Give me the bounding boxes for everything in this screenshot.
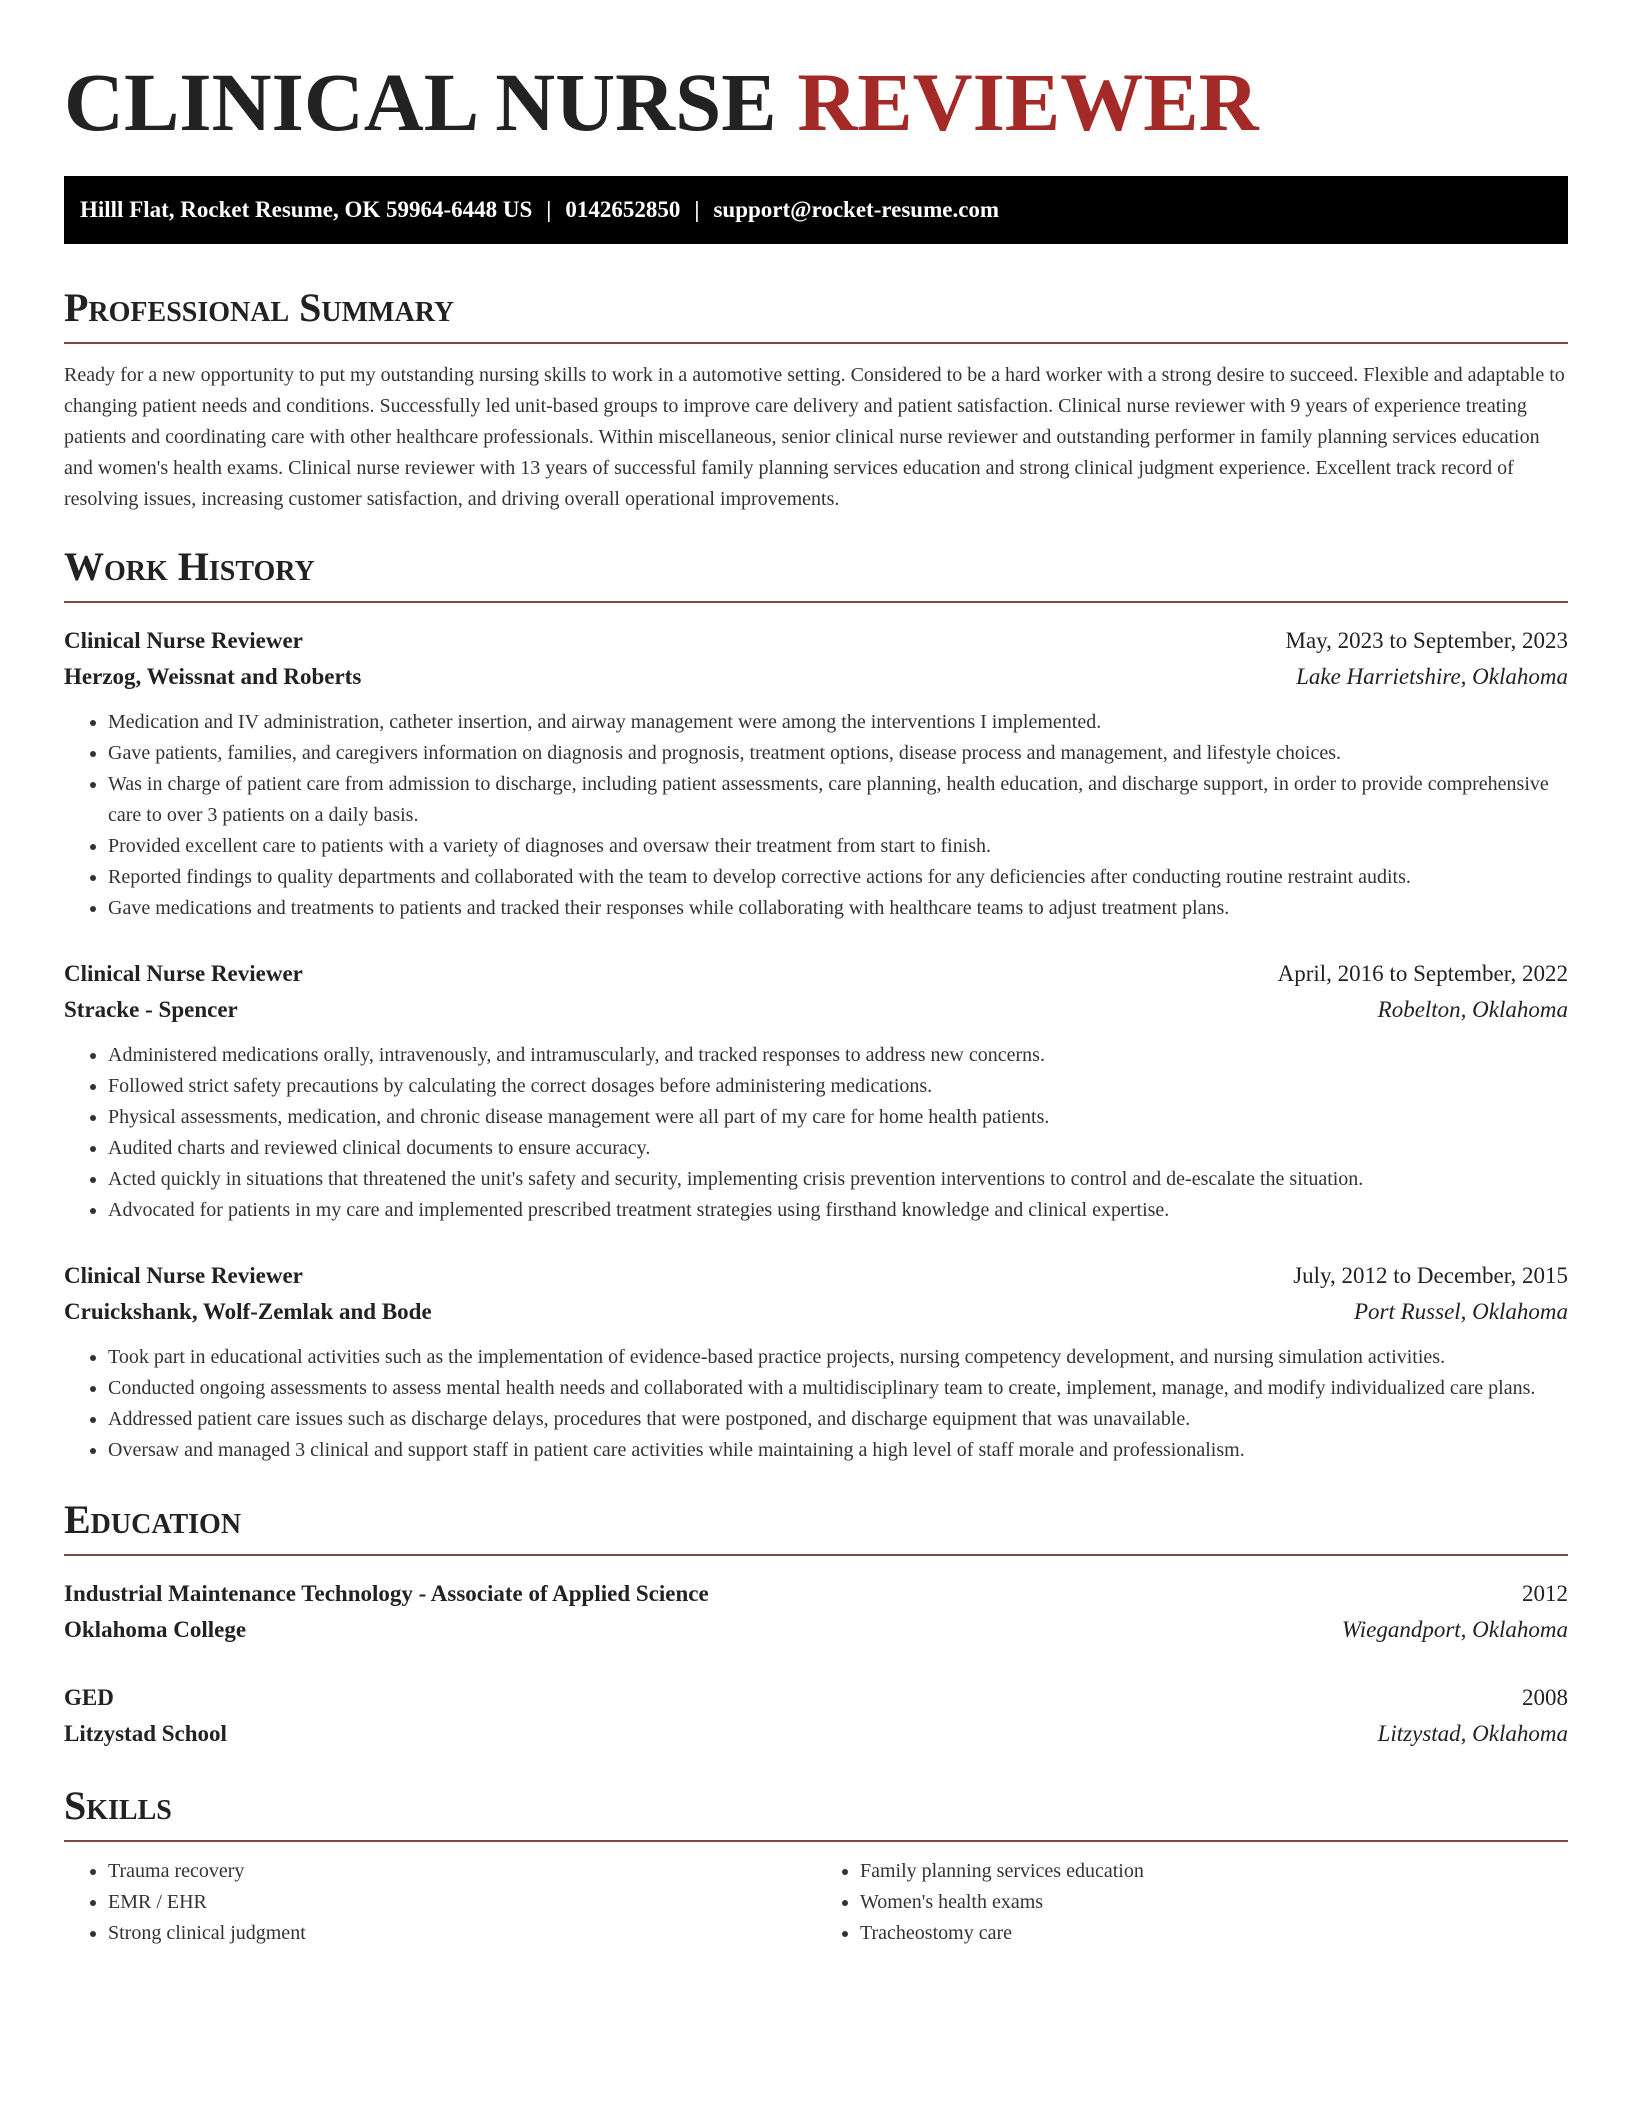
contact-bar (64, 176, 1568, 244)
title-accent: REVIEWER (797, 56, 1259, 148)
job-header-row (64, 1258, 1568, 1294)
summary-section (64, 284, 1568, 515)
job-bullet: • Administered medications orally, intravenously, and intramuscularly, and tracked responses to address new concerns. (108, 1040, 1568, 1071)
education-degree-row (64, 1576, 1568, 1612)
summary-text: Ready for a new opportunity to put my outstanding nursing skills to work in a automotive setting. Considered to be a hard worker with a strong desire to succeed. Flexible and adaptable to changing patient needs and conditions. Successfully led unit-based groups to improve care delivery and patient satisfaction. Clinical nurse reviewer with 9 years of experience treating patients and coordinating care with other healthcare professionals. Within miscellaneous, senior clinical nurse reviewer and outstanding performer in family planning services education and women's health exams. Clinical nurse reviewer with 13 years of successful family planning services education and strong clinical judgment experience. Excellent track record of resolving issues, increasing customer satisfaction, and driving overall operational improvements. (64, 364, 1565, 510)
skills-list-right (816, 1856, 1568, 1949)
education-degree-row (64, 1680, 1568, 1716)
job-bullet: • Advocated for patients in my care and implemented prescribed treatment strategies using firsthand knowledge and clinical expertise. (108, 1195, 1568, 1226)
contact-email: support@rocket-resume.com (713, 197, 1000, 222)
skills-grid (64, 1856, 1568, 1949)
skill-item: • Trauma recovery (108, 1856, 816, 1887)
education-school: Litzystad School (64, 1721, 227, 1746)
job-bullet: • Audited charts and reviewed clinical documents to ensure accuracy. (108, 1133, 1568, 1164)
job-bullet: • Provided excellent care to patients with a variety of diagnoses and oversaw their treatment from start to finish. (108, 831, 1568, 862)
job-company-row (64, 992, 1568, 1028)
job-dates: July, 2012 to December, 2015 (1293, 1263, 1568, 1288)
job-bullet: • Was in charge of patient care from admission to discharge, including patient assessments, care planning, health education, and discharge support, in order to provide comprehensive care to over 3 patients on a daily basis. (108, 769, 1568, 831)
job-bullet: • Followed strict safety precautions by calculating the correct dosages before administering medications. (108, 1071, 1568, 1102)
skill-item: • Strong clinical judgment (108, 1918, 816, 1949)
job-bullet: • Gave patients, families, and caregivers information on diagnosis and prognosis, treatment options, disease process and management, and lifestyle choices. (108, 738, 1568, 769)
contact-address: Hilll Flat, Rocket Resume, OK 59964-6448 US (80, 197, 533, 222)
job-company-row (64, 659, 1568, 695)
job-company: Cruickshank, Wolf-Zemlak and Bode (64, 1299, 432, 1324)
job-title: Clinical Nurse Reviewer (64, 1263, 303, 1288)
job-bullet: • Gave medications and treatments to patients and tracked their responses while collaborating with healthcare teams to adjust treatment plans. (108, 893, 1568, 924)
job-location: Lake Harrietshire, Oklahoma (1296, 664, 1568, 689)
job-bullet: • Acted quickly in situations that threatened the unit's safety and security, implementing crisis prevention interventions to control and de-escalate the situation. (108, 1164, 1568, 1195)
title-main: CLINICAL NURSE (64, 56, 777, 148)
job-dates: April, 2016 to September, 2022 (1277, 961, 1568, 986)
job-bullet: • Took part in educational activities such as the implementation of evidence-based practice projects, nursing competency development, and nursing simulation activities. (108, 1342, 1568, 1373)
education-degree: GED (64, 1685, 114, 1710)
skill-item: • Tracheostomy care (860, 1918, 1568, 1949)
job-entry (64, 956, 1568, 1226)
job-bullets (64, 1040, 1568, 1226)
contact-separator: | (546, 197, 552, 222)
contact-separator: | (694, 197, 700, 222)
job-entry (64, 1258, 1568, 1466)
job-title: Clinical Nurse Reviewer (64, 961, 303, 986)
education-year: 2012 (1522, 1581, 1568, 1606)
section-heading-education: Education (64, 1496, 1568, 1556)
job-location: Robelton, Oklahoma (1377, 997, 1568, 1022)
job-bullets (64, 707, 1568, 924)
job-bullet: • Medication and IV administration, catheter insertion, and airway management were among the interventions I implemented. (108, 707, 1568, 738)
skills-list-left (64, 1856, 816, 1949)
education-entry (64, 1680, 1568, 1752)
job-entry (64, 623, 1568, 924)
work-history-section (64, 543, 1568, 1466)
job-bullet: • Oversaw and managed 3 clinical and support staff in patient care activities while maintaining a high level of staff morale and professionalism. (108, 1435, 1568, 1466)
section-heading-skills: Skills (64, 1782, 1568, 1842)
resume-page (64, 0, 1568, 1949)
education-section (64, 1496, 1568, 1752)
education-school-row (64, 1716, 1568, 1752)
section-heading-work-history: Work History (64, 543, 1568, 603)
contact-phone: 0142652850 (565, 197, 681, 222)
job-company-row (64, 1294, 1568, 1330)
skill-item: • Family planning services education (860, 1856, 1568, 1887)
job-bullet: • Reported findings to quality departments and collaborated with the team to develop corrective actions for any deficiencies after conducting routine restraint audits. (108, 862, 1568, 893)
job-header-row (64, 956, 1568, 992)
skills-section (64, 1782, 1568, 1949)
skill-item: • EMR / EHR (108, 1887, 816, 1918)
job-bullet: • Conducted ongoing assessments to assess mental health needs and collaborated with a multidisciplinary team to create, implement, manage, and modify individualized care plans. (108, 1373, 1568, 1404)
education-year: 2008 (1522, 1685, 1568, 1710)
education-school-row (64, 1612, 1568, 1648)
job-company: Herzog, Weissnat and Roberts (64, 664, 362, 689)
job-dates: May, 2023 to September, 2023 (1285, 628, 1568, 653)
education-location: Litzystad, Oklahoma (1377, 1721, 1568, 1746)
resume-title (64, 0, 1568, 148)
job-company: Stracke - Spencer (64, 997, 238, 1022)
skill-item: • Women's health exams (860, 1887, 1568, 1918)
job-bullet: • Addressed patient care issues such as discharge delays, procedures that were postponed, and discharge equipment that was unavailable. (108, 1404, 1568, 1435)
job-title: Clinical Nurse Reviewer (64, 628, 303, 653)
education-location: Wiegandport, Oklahoma (1341, 1617, 1568, 1642)
education-entry (64, 1576, 1568, 1648)
education-degree: Industrial Maintenance Technology - Associate of Applied Science (64, 1581, 709, 1606)
job-bullet: • Physical assessments, medication, and chronic disease management were all part of my care for home health patients. (108, 1102, 1568, 1133)
education-school: Oklahoma College (64, 1617, 247, 1642)
job-bullets (64, 1342, 1568, 1466)
job-location: Port Russel, Oklahoma (1353, 1299, 1568, 1324)
job-header-row (64, 623, 1568, 659)
section-heading-summary: Professional Summary (64, 284, 1568, 344)
